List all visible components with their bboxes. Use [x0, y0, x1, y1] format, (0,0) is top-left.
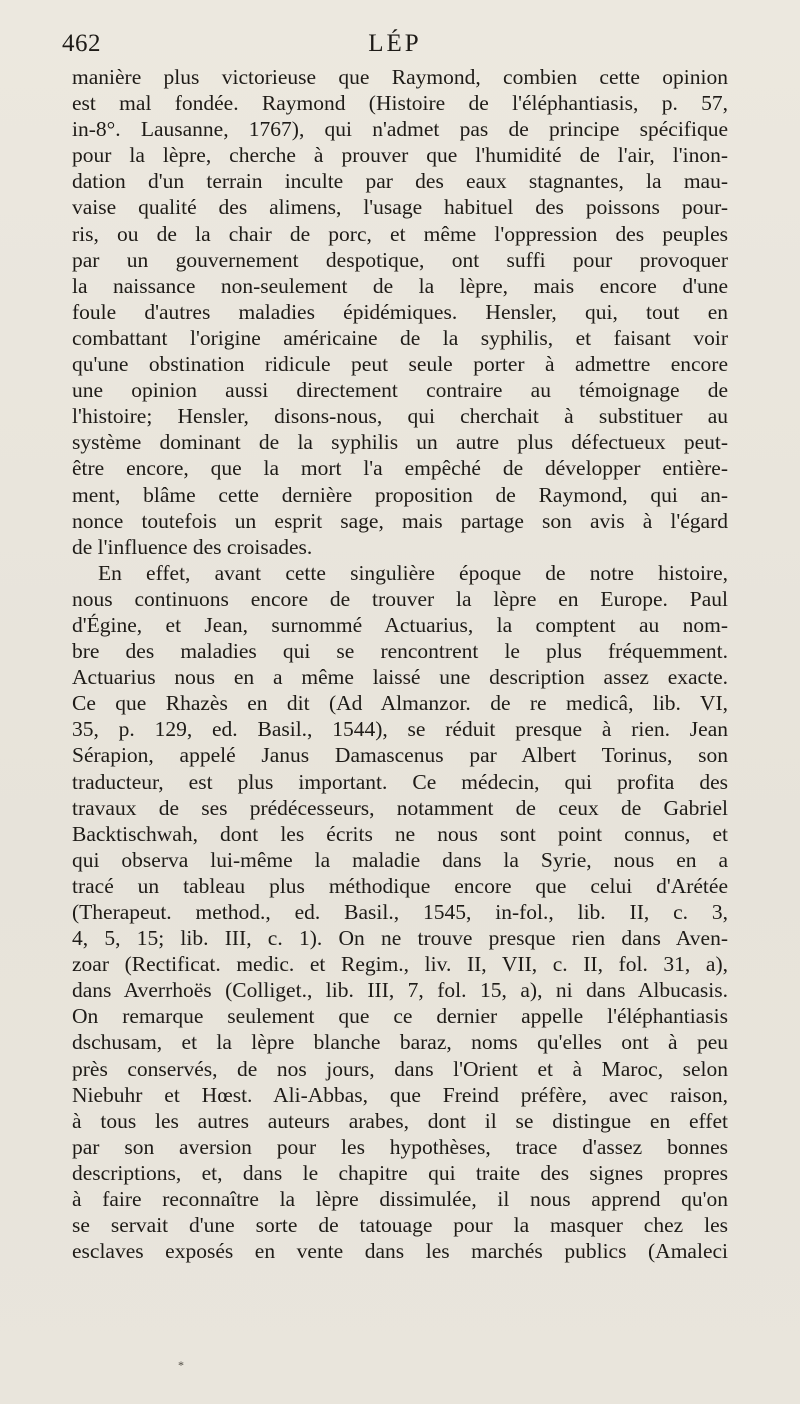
text-line: Ce que Rhazès en dit (Ad Almanzor. de re medicâ, lib. VI,	[72, 691, 728, 716]
text-line: vaise qualité des alimens, l'usage habituel des poissons pour-	[72, 195, 728, 220]
text-line: esclaves exposés en vente dans les marchés publics (Amaleci	[72, 1239, 728, 1264]
text-line: être encore, que la mort l'a empêché de développer entière-	[72, 456, 728, 481]
text-line: à tous les autres auteurs arabes, dont il se distingue en effet	[72, 1108, 728, 1133]
text-line: une opinion aussi directement contraire au témoignage de	[72, 378, 728, 403]
page-number: 462	[62, 30, 101, 57]
text-line: foule d'autres maladies épidémiques. Hensler, qui, tout en	[72, 299, 728, 324]
text-line: ris, ou de la chair de porc, et même l'oppression des peuples	[72, 221, 728, 246]
text-line: se servait d'une sorte de tatouage pour la masquer chez les	[72, 1213, 728, 1238]
text-line: par un gouvernement despotique, ont suffi pour provoquer	[72, 247, 728, 272]
text-line: l'histoire; Hensler, disons-nous, qui cherchait à substituer au	[72, 404, 728, 429]
paragraph	[72, 560, 728, 1265]
printer-mark: *	[178, 1358, 184, 1372]
text-line: nous continuons encore de trouver la lèpre en Europe. Paul	[72, 586, 728, 611]
text-line: par son aversion pour les hypothèses, trace d'assez bonnes	[72, 1134, 728, 1159]
paragraph	[72, 64, 728, 560]
text-line: qui observa lui-même la maladie dans la Syrie, nous en a	[72, 847, 728, 872]
text-line: à faire reconnaître la lèpre dissimulée, il nous apprend qu'on	[72, 1187, 728, 1212]
text-line: bre des maladies qui se rencontrent le plus fréquemment.	[72, 639, 728, 664]
text-line: in-8°. Lausanne, 1767), qui n'admet pas de principe spécifique	[72, 117, 728, 142]
text-line: nonce toutefois un esprit sage, mais partage son avis à l'égard	[72, 508, 728, 533]
text-line: est mal fondée. Raymond (Histoire de l'éléphantiasis, p. 57,	[72, 91, 728, 116]
body-text	[72, 64, 728, 1264]
text-line: traducteur, est plus important. Ce médecin, qui profita des	[72, 769, 728, 794]
text-line: système dominant de la syphilis un autre plus défectueux peut-	[72, 430, 728, 455]
text-line: On remarque seulement que ce dernier appelle l'éléphantiasis	[72, 1004, 728, 1029]
text-line: dation d'un terrain inculte par des eaux stagnantes, la mau-	[72, 169, 728, 194]
text-line: (Therapeut. method., ed. Basil., 1545, in-fol., lib. II, c. 3,	[72, 900, 728, 924]
text-line: la naissance non-seulement de la lèpre, mais encore d'une	[72, 273, 728, 298]
text-line: Sérapion, appelé Janus Damascenus par Albert Torinus, son	[72, 743, 728, 768]
text-line: descriptions, et, dans le chapitre qui traite des signes propres	[72, 1160, 728, 1185]
text-line: ment, blâme cette dernière proposition de Raymond, qui an-	[72, 482, 728, 507]
text-line: combattant l'origine américaine de la syphilis, et faisant voir	[72, 325, 728, 350]
text-line: tracé un tableau plus méthodique encore que celui d'Arétée	[72, 873, 728, 898]
text-line: 35, p. 129, ed. Basil., 1544), se réduit presque à rien. Jean	[72, 717, 728, 742]
text-line: Backtischwah, dont les écrits ne nous sont point connus, et	[72, 821, 728, 846]
running-head: LÉP	[368, 30, 422, 57]
text-line: de l'influence des croisades.	[72, 534, 313, 559]
page-header	[62, 30, 728, 64]
text-line: qu'une obstination ridicule peut seule porter à admettre encore	[72, 352, 728, 377]
text-line: d'Égine, et Jean, surnommé Actuarius, la comptent au nom-	[72, 612, 728, 637]
text-line: près conservés, de nos jours, dans l'Orient et à Maroc, selon	[72, 1056, 728, 1081]
text-line: 4, 5, 15; lib. III, c. 1). On ne trouve presque rien dans Aven-	[72, 926, 728, 951]
text-line: dschusam, et la lèpre blanche baraz, noms qu'elles ont à peu	[72, 1030, 728, 1055]
text-line: En effet, avant cette singulière époque de notre histoire,	[98, 560, 728, 585]
text-line: Actuarius nous en a même laissé une description assez exacte.	[72, 665, 728, 690]
text-line: Niebuhr et Hœst. Ali-Abbas, que Freind préfère, avec raison,	[72, 1082, 728, 1107]
text-line: travaux de ses prédécesseurs, notamment de ceux de Gabriel	[72, 795, 728, 820]
text-line: pour la lèpre, cherche à prouver que l'humidité de l'air, l'inon-	[72, 143, 728, 168]
text-line: zoar (Rectificat. medic. et Regim., liv. II, VII, c. II, fol. 31, a),	[72, 952, 728, 977]
text-line: dans Averrhoës (Colliget., lib. III, 7, fol. 15, a), ni dans Albucasis.	[72, 978, 728, 1003]
text-line: manière plus victorieuse que Raymond, combien cette opinion	[72, 65, 728, 89]
